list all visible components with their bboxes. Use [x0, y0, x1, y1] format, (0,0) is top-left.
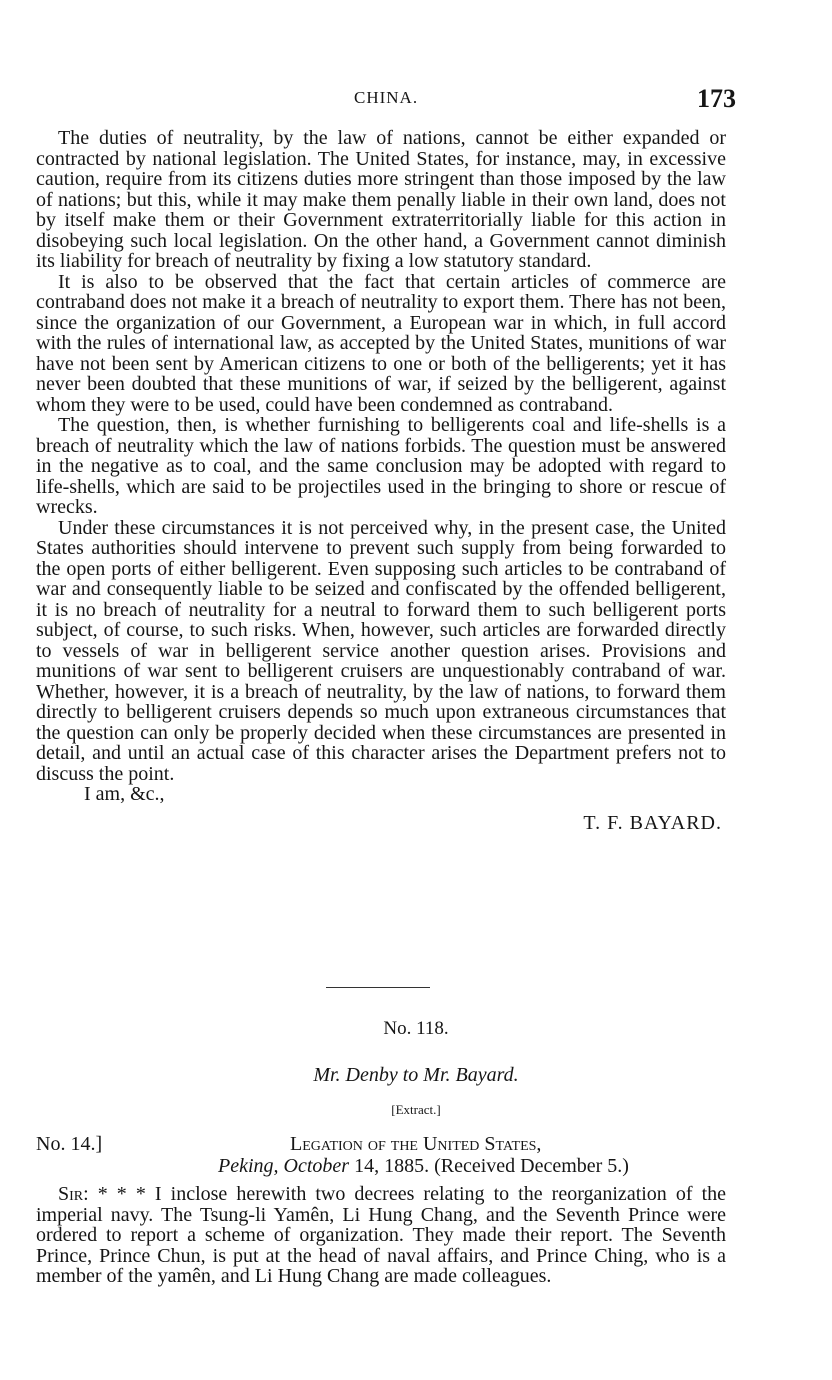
ellipsis-mark: * * * — [97, 1183, 146, 1205]
letter-text: I inclose herewith two decrees relating to the reorganization of the imperial navy. The Tsung-li Yamên, Li Hung Chang, and the Seventh Prince were ordered to report a scheme of organization. They made their report. The Seventh Prince, Prince Chun, is put at the head of naval affairs, and Prince Ching, who is a member of the yamên, and Li Hung Chang are made colleagues. — [36, 1183, 727, 1287]
dateline — [218, 1156, 629, 1177]
closing-line: I am, &c., — [84, 783, 165, 805]
date-month: October — [283, 1155, 350, 1177]
paragraph: The duties of neutrality, by the law of nations, cannot be either expanded or contracted by national legislation. The United States, for instance, may, in excessive caution, require from its citizens duties more stringent than those imposed by the law of nations; but this, while it may make them penally liable in their own land, does not by itself make them or their Government extraterritorially liable for this action in disobeying such local legislation. On the other hand, a Government cannot diminish its liability for breach of neutrality by fixing a low statutory standard. — [36, 127, 726, 272]
salutation: Sir: — [58, 1183, 89, 1205]
legation-heading: Legation of the United States, — [290, 1133, 542, 1155]
date-place: Peking, — [218, 1155, 279, 1177]
paragraph: Under these circumstances it is not perceived why, in the present case, the United States authorities should intervene to prevent such supply from being forwarded to the open ports of either belligerent. Even supposing such articles to be contraband of war and consequently liable to be seized and confiscated by the offended belligerent, it is no breach of neutrality for a neutral to forward them to such belligerent ports subject, of course, to such risks. When, however, such articles are forwarded directly to vessels of war in belligerent service another question arises. Provisions and munitions of war sent to belligerent cruisers are unquestionably contraband of war. Whether, however, it is a breach of neutrality, by the law of nations, to forward them directly to belligerent cruisers depends so much upon extraneous circumstances that the question can only be properly decided when these circumstances are presented in detail, and until an actual case of this character arises the Department prefers not to discuss the point. — [36, 516, 726, 785]
document-number: No. 118. — [383, 1018, 449, 1039]
dispatch-number: No. 14.] — [36, 1133, 103, 1155]
date-rest: 14, 1885. — [354, 1155, 430, 1177]
signature: T. F. BAYARD. — [583, 811, 722, 834]
section-divider — [326, 987, 430, 988]
extract-label: [Extract.] — [391, 1102, 441, 1117]
letter-paragraph — [36, 1184, 726, 1287]
paragraph: The question, then, is whether furnishing to belligerents coal and life-shells is a breach of neutrality which the law of nations forbids. The question must be answered in the negative as to coal, and the same conclusion may be adopted with regard to life-shells, which are said to be projectiles used in the bringing to shore or rescue of wrecks. — [36, 414, 726, 518]
running-head: CHINA. — [354, 88, 419, 107]
paragraph: It is also to be observed that the fact that certain articles of commerce are contraband does not make it a breach of neutrality to export them. There has not been, since the organization of our Government, a European war in which, in full accord with the rules of international law, as accepted by the United States, munitions of war have not been sent by American citizens to one or both of the belligerents; yet it has never been doubted that these munitions of war, if seized by the belligerent, against whom they were to be used, could have been condemned as contraband. — [36, 270, 726, 416]
body-text — [36, 128, 726, 833]
page-number: 173 — [697, 84, 736, 113]
received-note: (Received December 5.) — [434, 1155, 629, 1177]
page-header — [36, 86, 736, 116]
document-title: Mr. Denby to Mr. Bayard. — [313, 1064, 519, 1086]
